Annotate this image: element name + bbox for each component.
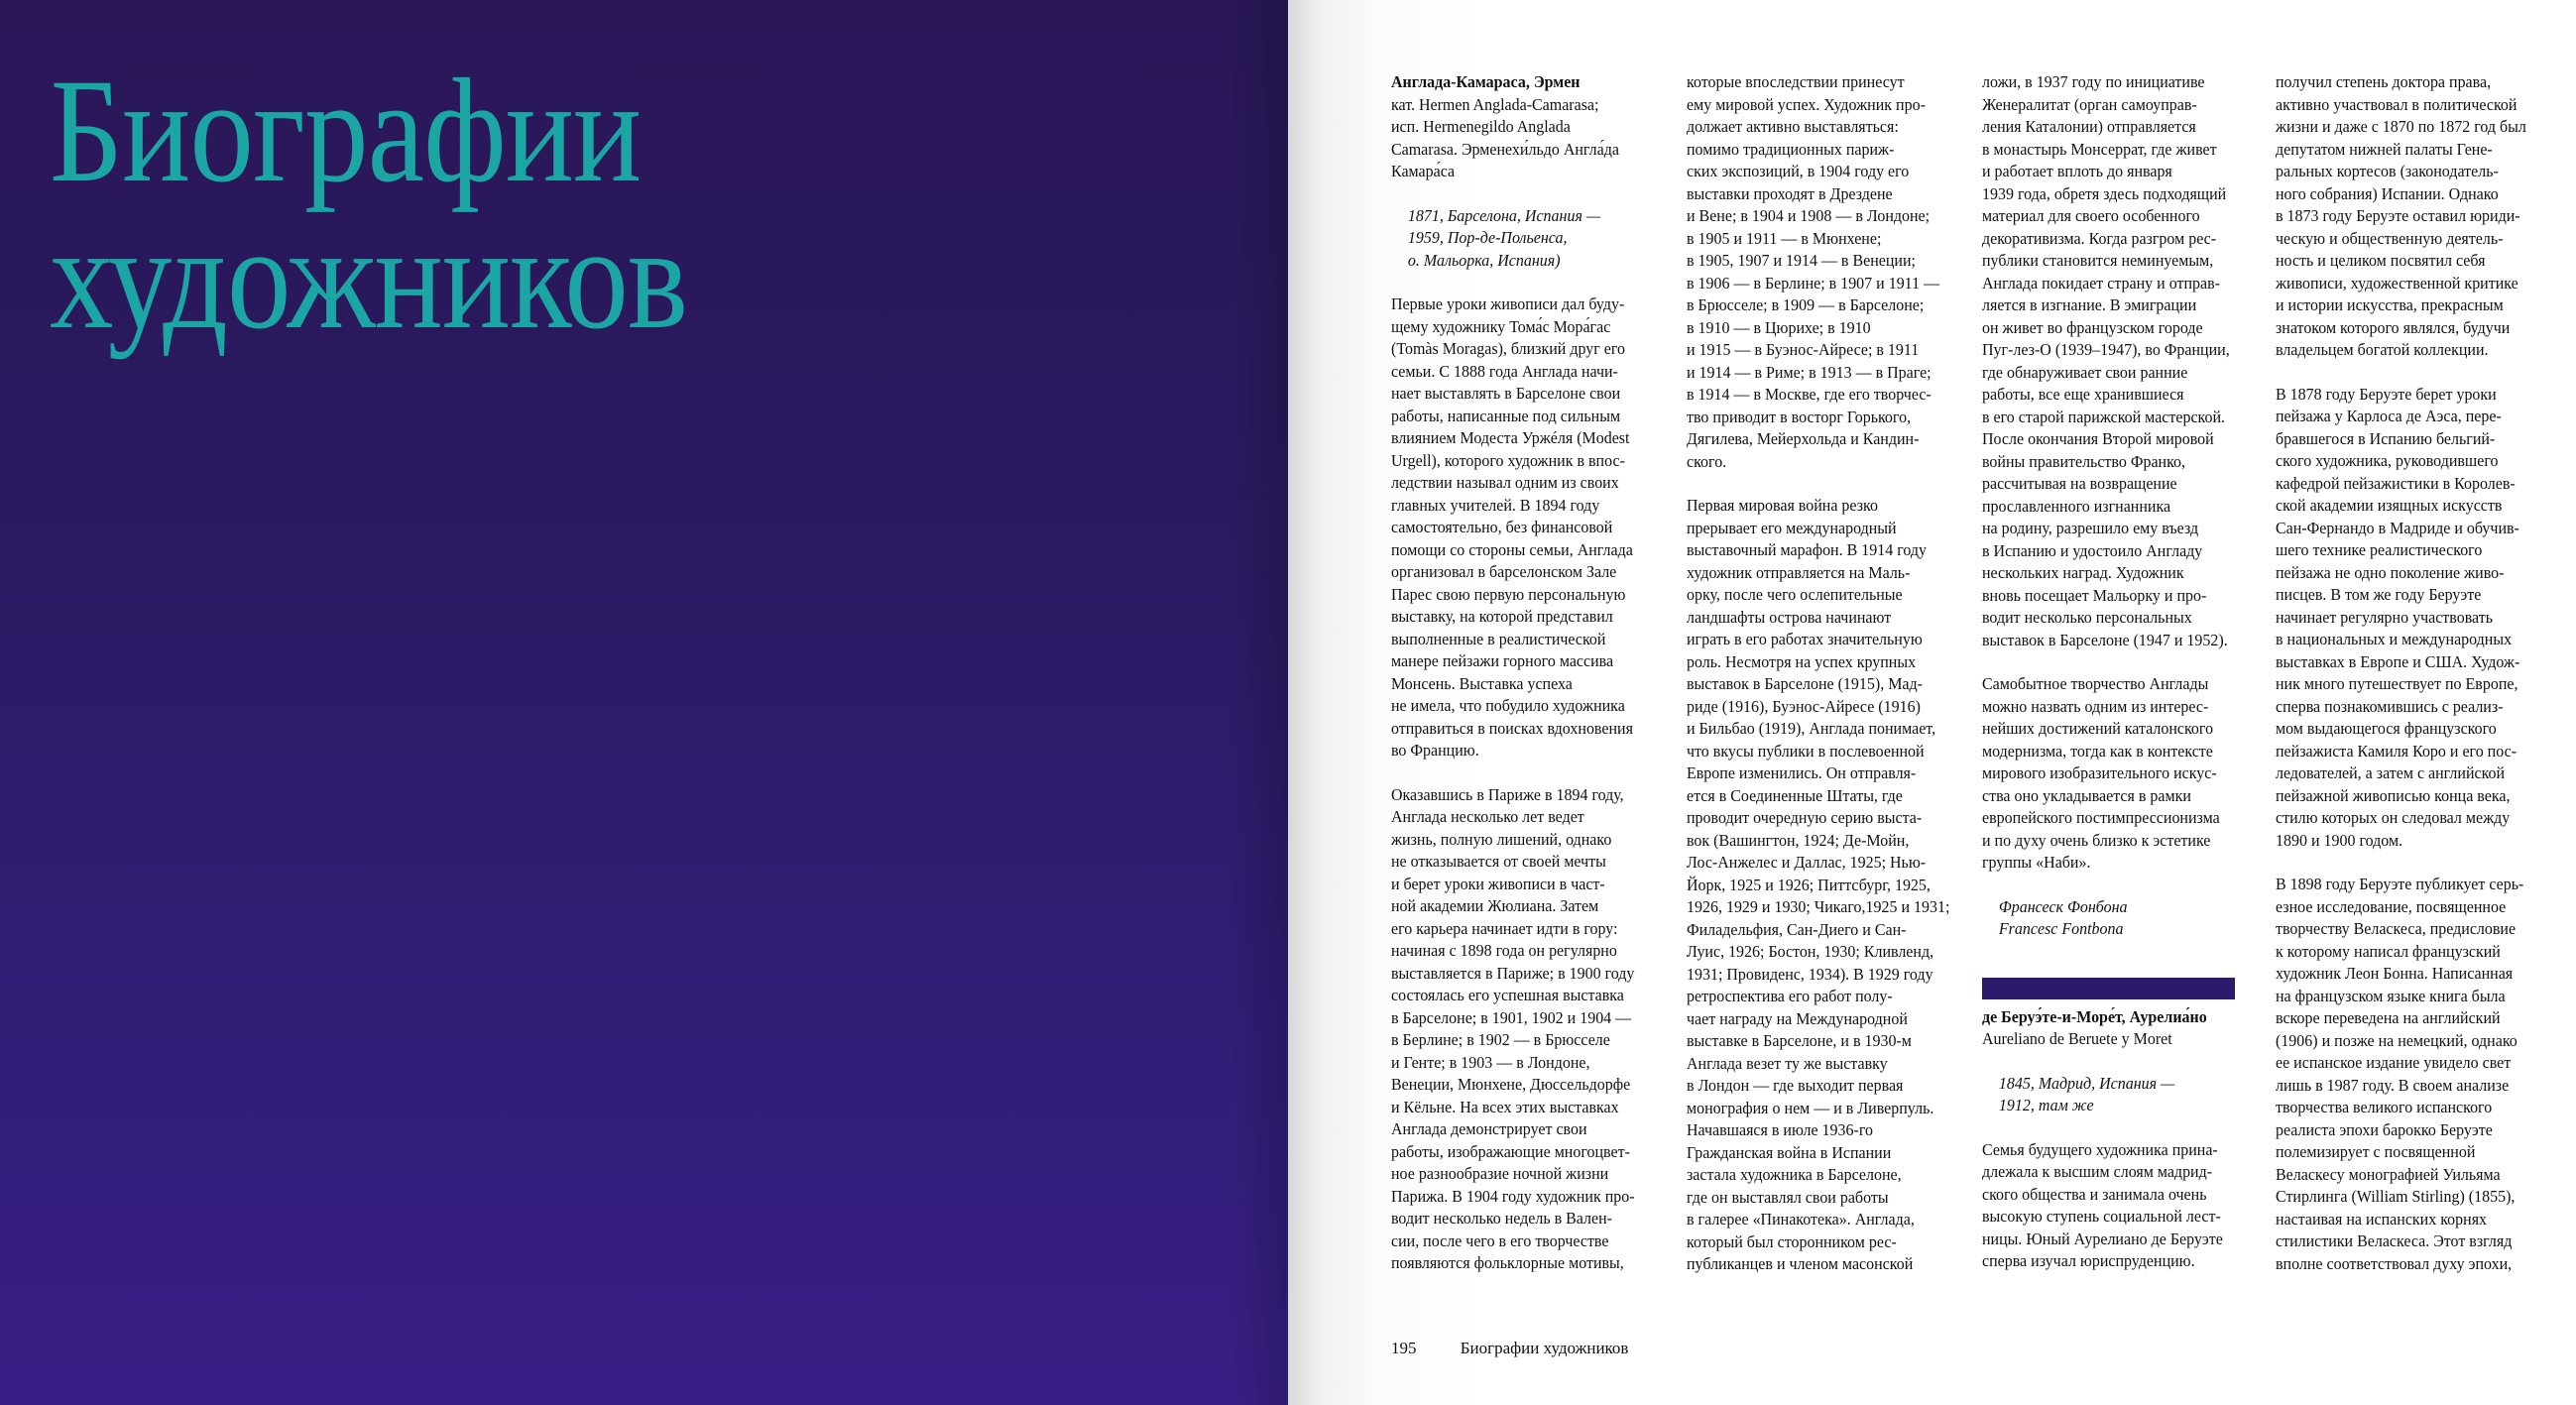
text-line: ее испанское издание увидело свет: [2276, 1053, 2512, 1072]
text-line: стилю которых он следовал между: [2276, 808, 2511, 827]
text-line: нейших достижений каталонского: [1982, 719, 2214, 738]
text-line: не отказывается от своей мечты: [1391, 852, 1606, 871]
text-line: После окончания Второй мировой: [1982, 429, 2214, 448]
text-line: и берет уроки живописи в част-: [1391, 874, 1605, 893]
section-divider-bar: [1982, 978, 2235, 999]
text-line: работы, изображающие многоцвет-: [1391, 1141, 1630, 1161]
life-dates: 1871, Барселона, Испания —: [1407, 205, 1601, 225]
text-line: жизнь, полную лишений, однако: [1391, 829, 1612, 849]
text-line: орку, после чего ослепительные: [1687, 585, 1903, 604]
text-line: чает награду на Международной: [1687, 1008, 1908, 1028]
text-line: Камара́са: [1391, 162, 1456, 180]
text-line: ницы. Юный Аурелиано де Беруэте: [1982, 1229, 2223, 1248]
text-line: (1906) и позже на немецкий, однако: [2276, 1030, 2517, 1050]
author-signature: Франсеск Фонбона: [1998, 896, 2128, 916]
text-line: ской академии изящных искусств: [2276, 496, 2503, 515]
text-line: Монсень. Выставка успеха: [1391, 673, 1573, 693]
text-line: В 1878 году Беруэте берет уроки: [2276, 384, 2497, 404]
text-line: и 1914 — в Риме; в 1913 — в Праге;: [1687, 362, 1932, 382]
text-line: самостоятельно, без финансовой: [1391, 518, 1613, 536]
artist-name: де Беруэ́те-и-Море́т, Аурелиа́но: [1982, 1006, 2207, 1026]
text-line: который был сторонником рес-: [1687, 1231, 1897, 1251]
text-line: работы, написанные под сильным: [1391, 406, 1621, 425]
text-line: семьи. С 1888 года Англада начи-: [1391, 361, 1618, 381]
text-line: депутатом нижней палаты Гене-: [2276, 139, 2493, 159]
text-line: Луис, 1926; Бостон, 1930; Кливленд,: [1687, 942, 1934, 961]
text-line: бравшегося в Испанию бельгий-: [2276, 428, 2496, 448]
text-line: вновь посещает Мальорку и про-: [1982, 585, 2207, 605]
life-dates: 1912, там же: [1998, 1096, 2094, 1114]
text-line: Англада несколько лет ведет: [1391, 807, 1584, 826]
text-line: выполненные в реалистической: [1391, 629, 1606, 648]
text-line: в галерее «Пинакотека». Англада,: [1687, 1210, 1915, 1229]
text-line: писцев. В том же году Беруэте: [2276, 585, 2482, 604]
text-line: Семья будущего художника прина-: [1982, 1139, 2218, 1159]
text-line: творчества великого испанского: [2276, 1098, 2493, 1116]
text-line: Гражданская война в Испании: [1687, 1142, 1892, 1162]
text-line: 1939 года, обретя здесь подходящий: [1982, 183, 2227, 203]
text-line: в Испанию и удостоило Англаду: [1982, 540, 2203, 560]
text-line: 1926, 1929 и 1930; Чикаго,1925 и 1931;: [1687, 897, 1950, 916]
text-line: ность и целиком посвятил себя: [2276, 251, 2486, 270]
text-line: (Tomàs Moragas), близкий друг его: [1391, 339, 1626, 358]
text-line: 1890 и 1900 годом.: [2276, 830, 2403, 850]
text-column-3: [1982, 71, 2230, 1273]
text-line: Веласкесу монографией Уильяма: [2276, 1164, 2501, 1184]
text-line: и Кёльне. На всех этих выставках: [1391, 1097, 1619, 1116]
paragraph-gap: [2276, 362, 2517, 384]
text-line: в Лондон — где выходит первая: [1687, 1076, 1904, 1095]
text-line: и истории искусства, прекрасным: [2276, 295, 2504, 314]
text-line: и 1915 — в Буэнос-Айресе; в 1911: [1687, 340, 1920, 359]
text-line: манере пейзажи горного массива: [1391, 651, 1614, 670]
text-line: влиянием Модеста Уржéля (Modest: [1391, 428, 1630, 447]
text-line: ретроспектива его работ полу-: [1687, 987, 1893, 1005]
text-line: настаивая на испанских корнях: [2276, 1209, 2488, 1229]
text-line: кат. Hermen Anglada-Camarasa;: [1391, 94, 1599, 114]
text-line: выставке в Барселоне, и в 1930-м: [1687, 1031, 1912, 1050]
text-line: и Бильбао (1919), Англада понимает,: [1687, 719, 1936, 738]
text-line: и Вене; в 1904 и 1908 — в Лондоне;: [1687, 206, 1931, 225]
text-line: ной академии Жюлиана. Затем: [1391, 896, 1599, 915]
text-line: Англада везет ту же выставку: [1687, 1053, 1888, 1073]
text-line: в 1914 — в Москве, где его творчес-: [1687, 385, 1932, 404]
running-title: Биографии художников: [1460, 1339, 1629, 1357]
text-line: езное исследование, посвященное: [2276, 896, 2507, 916]
text-line: нескольких наград. Художник: [1982, 563, 2184, 582]
text-line: должает активно выставляться:: [1687, 117, 1899, 136]
text-line: выставок в Барселоне (1947 и 1952).: [1982, 630, 2228, 649]
text-line: в 1910 — в Цюрихе; в 1910: [1687, 317, 1871, 337]
text-line: пейзажа не одно поколение живо-: [2276, 562, 2505, 582]
text-line: Aureliano de Beruete y Moret: [1982, 1029, 2172, 1048]
text-line: появляются фольклорные мотивы,: [1391, 1253, 1624, 1272]
text-line: Стирлинга (William Stirling) (1855),: [2276, 1187, 2516, 1206]
text-line: публики становится неминуемым,: [1982, 251, 2214, 270]
text-line: на французском языке книга была: [2276, 986, 2506, 1005]
text-line: ного собрания) Испании. Однако: [2276, 183, 2499, 203]
paragraph-gap: [1982, 875, 2224, 896]
text-line: помимо традиционных париж-: [1687, 139, 1895, 159]
text-line: стилистики Веласкеса. Этот взгляд: [2276, 1231, 2513, 1250]
life-dates: 1959, Пор-де-Польенса,: [1407, 228, 1568, 247]
text-line: знатоком которого являлся, будучи: [2276, 317, 2511, 337]
text-line: шего технике реалистического: [2276, 540, 2483, 559]
text-line: где обнаруживает свои ранние: [1982, 362, 2188, 382]
text-line: и работает вплоть до января: [1982, 162, 2172, 180]
text-line: Первые уроки живописи дал буду-: [1391, 294, 1625, 313]
author-signature: Francesc Fontbona: [1998, 919, 2124, 938]
text-line: длежала к высшим слоям мадрид-: [1982, 1162, 2213, 1181]
text-line: что вкусы публики в послевоенной: [1687, 741, 1925, 761]
text-line: тво приводит в восторг Горького,: [1687, 407, 1912, 426]
text-line: ских экспозиций, в 1904 году его: [1687, 162, 1910, 180]
text-line: вскоре переведена на английский: [2276, 1008, 2501, 1027]
text-line: ник много путешествует по Европе,: [2276, 674, 2518, 693]
text-line: в его старой парижской мастерской.: [1982, 407, 2226, 426]
text-line: кафедрой пейзажистики в Королев-: [2276, 473, 2516, 493]
text-line: ледователей, а затем с английской: [2276, 763, 2506, 782]
text-line: вок (Вашингтон, 1924; Де-Мойн,: [1687, 830, 1910, 850]
text-line: выставки проходят в Дрездене: [1687, 183, 1893, 203]
text-line: в Берлине; в 1902 — в Брюсселе: [1391, 1030, 1610, 1049]
text-line: организовал в барселонском Зале: [1391, 562, 1617, 581]
text-line: в 1905 и 1911 — в Мюнхене;: [1687, 228, 1882, 248]
text-line: получил степень доктора права,: [2276, 72, 2492, 91]
text-line: Самобытное творчество Англады: [1982, 674, 2209, 693]
text-line: выставок в Барселоне (1915), Мад-: [1687, 674, 1923, 693]
text-line: в 1873 году Беруэте оставил юриди-: [2276, 206, 2520, 225]
paragraph-gap: [2276, 852, 2517, 874]
text-line: В 1898 году Беруэте публикует серь-: [2276, 875, 2524, 893]
text-line: в монастырь Монсеррат, где живет: [1982, 139, 2217, 159]
text-line: пейзажиста Камиля Коро и его пос-: [2276, 741, 2517, 761]
text-line: он живет во французском городе: [1982, 317, 2203, 337]
text-line: европейского постимпрессионизма: [1982, 808, 2220, 827]
text-line: в Брюсселе; в 1909 — в Барселоне;: [1687, 295, 1925, 314]
text-line: выставляется в Париже; в 1900 году: [1391, 963, 1635, 983]
text-line: Йорк, 1925 и 1926; Питтсбург, 1925,: [1687, 875, 1931, 894]
paragraph-gap: [1391, 272, 1633, 293]
text-line: пейзажной живописью конца века,: [2276, 785, 2511, 805]
text-line: состоялась его успешная выставка: [1391, 986, 1624, 1004]
text-line: Филадельфия, Сан-Диего и Сан-: [1687, 919, 1907, 939]
text-line: Парижа. В 1904 году художник про-: [1391, 1186, 1635, 1206]
text-line: к которому написал французский: [2276, 941, 2501, 961]
text-line: пейзажа у Карлоса де Аэса, пере-: [2276, 407, 2502, 425]
paragraph-gap: [1982, 651, 2224, 673]
text-line: мом выдающегося французского: [2276, 719, 2497, 738]
life-dates: 1845, Мадрид, Испания —: [1998, 1073, 2175, 1093]
text-line: сии, после чего в его творчестве: [1391, 1230, 1609, 1250]
text-line: роль. Несмотря на успех крупных: [1687, 651, 1917, 671]
text-line: декоративизма. Когда разгром рес-: [1982, 228, 2217, 248]
text-line: Европе изменились. Он отправля-: [1687, 763, 1917, 782]
text-line: прославленного изгнанника: [1982, 496, 2171, 516]
text-line: проводит очередную серию выста-: [1687, 808, 1923, 827]
text-line: его карьера начинает идти в гору:: [1391, 918, 1618, 938]
text-line: водит несколько персональных: [1982, 608, 2192, 627]
text-line: ления Каталонии) отправляется: [1982, 117, 2196, 136]
text-line: сперва изучал юриспруденцию.: [1982, 1251, 2195, 1270]
text-line: вполне соответствовал духу эпохи,: [2276, 1253, 2513, 1273]
text-column-2: [1687, 71, 1950, 1276]
text-line: художник Леон Бонна. Написанная: [2276, 964, 2514, 983]
paragraph-gap: [1982, 1051, 2224, 1073]
text-line: ледствии называл одним из своих: [1391, 473, 1619, 492]
text-line: отправиться в поисках вдохновения: [1391, 718, 1633, 738]
text-line: в 1905, 1907 и 1914 — в Венеции;: [1687, 251, 1916, 270]
text-line: Женералитат (орган самоуправ-: [1982, 94, 2197, 114]
artist-name: Англада-Камараса, Эрмен: [1391, 72, 1581, 91]
text-line: выставку, на которой представил: [1391, 607, 1613, 626]
text-line: и по духу очень близко к эстетике: [1982, 830, 2211, 850]
text-column-4: [2276, 71, 2526, 1275]
text-line: и Генте; в 1903 — в Лондоне,: [1391, 1052, 1590, 1072]
text-line: Начавшаяся в июле 1936-го: [1687, 1120, 1873, 1139]
text-line: ства оно укладывается в рамки: [1982, 785, 2191, 805]
text-line: главных учителей. В 1894 году: [1391, 495, 1600, 515]
gutter-shadow: [1229, 0, 1288, 1405]
text-line: ландшафты острова начинают: [1687, 607, 1892, 627]
text-line: ложи, в 1937 году по инициативе: [1982, 72, 2205, 91]
paragraph-gap: [1391, 183, 1633, 205]
text-line: работы, все еще хранившиеся: [1982, 385, 2184, 404]
text-line: высокую ступень социальной лест-: [1982, 1207, 2221, 1226]
text-line: Camarasa. Эрменехи́льдо Англа́да: [1391, 139, 1619, 159]
text-line: Сан-Фернандо в Мадриде и обучив-: [2276, 518, 2519, 537]
text-line: в национальных и международных: [2276, 630, 2513, 648]
text-line: нает выставлять в Барселоне свои: [1391, 384, 1621, 403]
text-line: где он выставлял свои работы: [1687, 1187, 1889, 1207]
text-line: группы «Наби».: [1982, 853, 2091, 872]
text-line: прерывает его международный: [1687, 518, 1897, 537]
page-footer: [1391, 1339, 1628, 1358]
text-line: художник отправляется на Маль-: [1687, 562, 1911, 582]
text-line: ется в Соединенные Штаты, где: [1687, 785, 1903, 805]
text-line: владельцем богатой коллекции.: [2276, 340, 2489, 359]
text-line: жизни и даже с 1870 по 1872 год был: [2276, 117, 2526, 136]
text-line: которые впоследствии принесут: [1687, 72, 1905, 91]
text-line: ского общества и занимала очень: [1982, 1184, 2207, 1204]
text-line: мирового изобразительного искус-: [1982, 763, 2217, 782]
title-line-2: художников: [50, 195, 688, 360]
text-line: Пуг-лез-О (1939–1947), во Франции,: [1982, 340, 2230, 359]
text-line: можно назвать одним из интерес-: [1982, 696, 2209, 716]
text-line: начиная с 1898 года он регулярно: [1391, 941, 1617, 960]
text-line: Лос-Анжелес и Даллас, 1925; Нью-: [1687, 853, 1927, 872]
text-line: не имела, что побудило художника: [1391, 696, 1625, 715]
text-line: войны правительство Франко,: [1982, 451, 2186, 471]
text-line: ского художника, руководившего: [2276, 451, 2499, 470]
text-line: в 1906 — в Берлине; в 1907 и 1911 —: [1687, 273, 1940, 293]
text-line: выставочный марафон. В 1914 году: [1687, 540, 1928, 559]
page-title: [50, 49, 688, 360]
paragraph-gap: [1687, 473, 1929, 495]
text-line: ральных кортесов (законодатель-: [2276, 162, 2499, 180]
text-line: модернизма, тогда как в контексте: [1982, 741, 2213, 761]
text-line: играть в его работах значительную: [1687, 630, 1923, 648]
text-line: ему мировой успех. Художник про-: [1687, 94, 1926, 114]
text-column-1: [1391, 71, 1633, 1275]
text-line: в Барселоне; в 1901, 1902 и 1904 —: [1391, 1007, 1632, 1027]
text-line: застала художника в Барселоне,: [1687, 1165, 1902, 1184]
text-line: монография о нем — и в Ливерпуль.: [1687, 1098, 1934, 1117]
text-line: 1931; Провиденс, 1934). В 1929 году: [1687, 964, 1933, 984]
text-line: исп. Hermenegildo Anglada: [1391, 117, 1571, 136]
text-line: Англада демонстрирует свои: [1391, 1119, 1587, 1138]
text-line: Первая мировая война резко: [1687, 496, 1878, 515]
text-line: ского.: [1687, 451, 1727, 471]
life-dates: о. Мальорка, Испания): [1407, 250, 1561, 270]
text-line: на родину, разрешило ему въезд: [1982, 519, 2199, 537]
text-line: творчеству Веласкеса, предисловие: [2276, 919, 2517, 938]
page-number: 195: [1391, 1339, 1417, 1357]
text-line: полемизирует с посвященной: [2276, 1142, 2476, 1161]
text-line: ляется в изгнание. В эмиграции: [1982, 295, 2197, 314]
text-line: во Францию.: [1391, 741, 1479, 760]
text-line: начинает регулярно участвовать: [2276, 607, 2494, 627]
text-line: рассчитывая на возвращение: [1982, 474, 2177, 493]
paragraph-gap: [1982, 1117, 2224, 1139]
text-line: Парес свою первую персональную: [1391, 584, 1626, 604]
text-line: Англада покидает страну и отправ-: [1982, 273, 2220, 293]
text-line: Urgell), которого художник в впос-: [1391, 450, 1625, 470]
text-line: риде (1916), Буэнос-Айресе (1916): [1687, 696, 1921, 716]
text-line: материал для своего особенного: [1982, 206, 2200, 225]
text-line: Оказавшись в Париже в 1894 году,: [1391, 784, 1624, 804]
text-line: водит несколько недель в Вален-: [1391, 1209, 1612, 1228]
text-line: ное разнообразие ночной жизни: [1391, 1164, 1609, 1183]
text-line: помощи со стороны семьи, Англада: [1391, 539, 1633, 559]
text-line: сперва познакомившись с реализ-: [2276, 696, 2504, 716]
text-line: живописи, художественной критике: [2276, 273, 2518, 293]
text-line: щему художнику Тома́с Мора́гас: [1391, 316, 1611, 336]
text-line: ческую и общественную деятель-: [2276, 228, 2504, 248]
title-line-1: Биографии: [50, 49, 642, 213]
text-line: реалиста эпохи барокко Беруэте: [2276, 1119, 2493, 1139]
text-line: активно участвовал в политической: [2276, 94, 2517, 114]
text-line: Дягилева, Мейерхольда и Кандин-: [1687, 429, 1920, 448]
paragraph-gap: [1982, 941, 2224, 963]
text-line: Венеции, Мюнхене, Дюссельдорфе: [1391, 1075, 1631, 1094]
text-line: лишь в 1987 году. В своем анализе: [2276, 1075, 2510, 1095]
text-line: публиканцев и членом масонской: [1687, 1254, 1914, 1273]
paragraph-gap: [1391, 762, 1633, 784]
text-line: выставках в Европе и США. Худож-: [2276, 651, 2520, 671]
